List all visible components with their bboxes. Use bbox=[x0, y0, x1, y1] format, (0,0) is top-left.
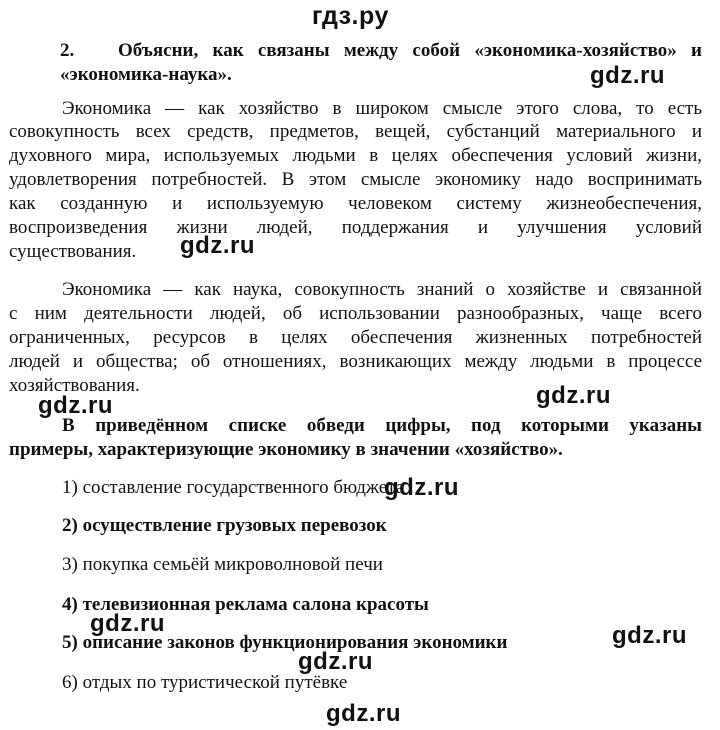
paragraph1-line: удовлетворения потребностей. В этом смысле экономику надо воспринимать bbox=[9, 169, 702, 190]
paragraph2-line: хозяйствования. bbox=[9, 375, 140, 396]
question-line: Объясни, как связаны между собой «экономика-хозяйство» и bbox=[118, 40, 702, 61]
paragraph2-line: ограниченных, ресурсов в целях обеспечения жизненных потребностей bbox=[9, 327, 702, 348]
paragraph2-line: с ним деятельности людей, об использовании разнообразных, чаще всего bbox=[9, 303, 702, 324]
watermark: gdz.ru bbox=[590, 62, 665, 89]
watermark-bottom: gdz.ru bbox=[326, 700, 401, 727]
watermark: gdz.ru bbox=[90, 610, 165, 637]
list-item: 2) осуществление грузовых перевозок bbox=[62, 515, 387, 536]
watermark: gdz.ru bbox=[384, 474, 459, 501]
list-item: 4) телевизионная реклама салона красоты bbox=[62, 594, 429, 615]
list-item: 5) описание законов функционирования экономики bbox=[62, 632, 508, 653]
paragraph1-line: воспроизведения жизни людей, поддержания и улучшения условий bbox=[9, 217, 702, 238]
task-line: В приведённом списке обведи цифры, под которыми указаны bbox=[62, 415, 702, 436]
watermark: gdz.ru bbox=[536, 382, 611, 409]
list-item: 3) покупка семьёй микроволновой печи bbox=[62, 554, 383, 575]
watermark: gdz.ru bbox=[38, 392, 113, 419]
watermark-top: гдз.ру bbox=[312, 2, 389, 30]
question-number: 2. bbox=[60, 40, 75, 61]
watermark: gdz.ru bbox=[180, 232, 255, 259]
task-line: примеры, характеризующие экономику в значении «хозяйство». bbox=[9, 439, 563, 460]
question-line: «экономика-наука». bbox=[60, 64, 232, 85]
list-item: 1) составление государственного бюджета bbox=[62, 477, 405, 498]
paragraph2-line: Экономика — как наука, совокупность знаний о хозяйстве и связанной bbox=[62, 279, 702, 300]
watermark: gdz.ru bbox=[298, 648, 373, 675]
paragraph1-line: духовного мира, используемых людьми в целях обеспечения условий жизни, bbox=[9, 145, 702, 166]
paragraph1-line: Экономика — как хозяйство в широком смысле этого слова, то есть bbox=[62, 98, 702, 119]
paragraph2-line: людей и общества; об отношениях, возникающих между людьми в процессе bbox=[9, 351, 702, 372]
paragraph1-line: совокупность всех средств, предметов, вещей, субстанций материального и bbox=[9, 121, 702, 142]
list-item: 6) отдых по туристической путёвке bbox=[62, 672, 348, 693]
paragraph1-line: как созданную и используемую человеком систему жизнеобеспечения, bbox=[9, 193, 702, 214]
watermark: gdz.ru bbox=[612, 622, 687, 649]
paragraph1-line: существования. bbox=[9, 241, 137, 262]
